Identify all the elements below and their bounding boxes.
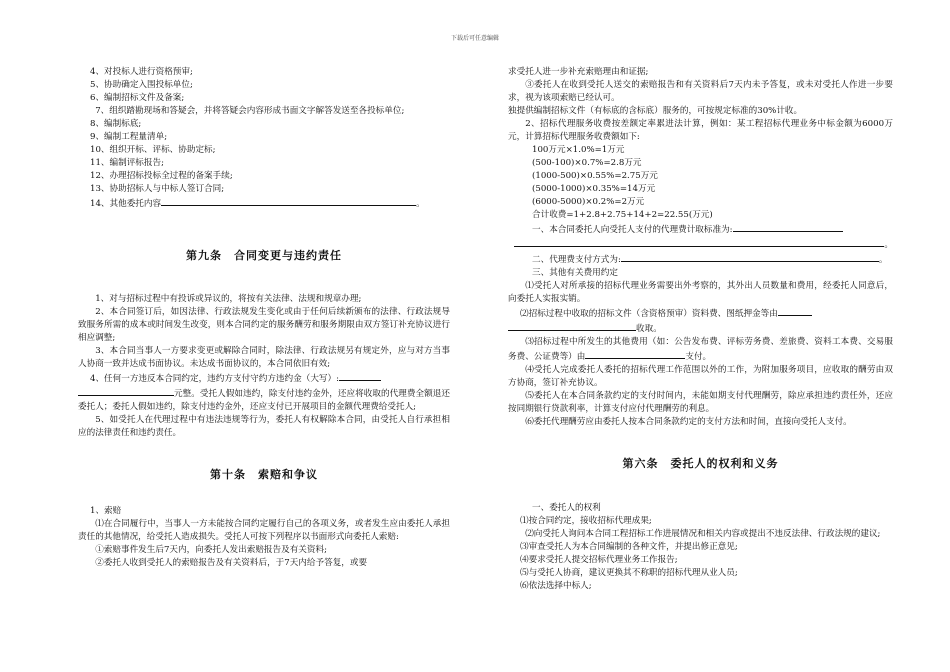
left-column: [78, 66, 450, 570]
list-item: 9、编制工程量清单;: [90, 132, 168, 142]
other-fee-clause-2-blank-2: [508, 321, 636, 331]
article-9-clause-3: 3、本合同当事人一方要求变更或解除合同时，除法律、行政法规另有规定外，应与对方当事人协商一致并达成书面协议。未达成书面协议的，本合同依旧有效;: [78, 346, 450, 369]
fee-paragraph: 2、招标代理服务收费按差额定率累进法计算，例如：某工程招标代理业务中标金额为6000万元，计算招标代理服务收费额如下:: [508, 119, 893, 142]
rights-item: ⑹依法选择中标人;: [520, 581, 592, 591]
article-9-clause-4-label: 4、任何一方违反本合同约定，违约方支付守约方违约金（大写）:: [90, 374, 339, 384]
other-fee-clause-5: ⑸委托人在本合同条款约定的支付时间内，未能如期支付代理酬劳，除应承担违约责任外，还应按同期银行贷款利率，计算支付应付代理酬劳的利息。: [508, 391, 893, 414]
fee-calc-line: (5000-1000)×0.35%=14万元: [532, 184, 656, 194]
article-6-title: 第六条 委托人的权利和义务: [622, 457, 779, 470]
article-9-clause-4-body: 元整。受托人假如违约，除支付违约金外，还应将收取的代理费全额退还委托人；委托人假如违约，除支付违约金外，还应支付已开展项目的金额代理费给受托人;: [78, 389, 450, 412]
other-content-label: 14、其他委托内容: [90, 199, 162, 209]
fee-calc-line: (6000-5000)×0.2%=2万元: [532, 197, 645, 207]
rights-item: ⑴按合同约定，接收招标代理成果;: [520, 516, 652, 526]
other-fee-clause-3-blank: [585, 349, 685, 359]
other-fee-clause-6: ⑹委托代理酬劳应由委托人按本合同条款约定的支付方法和时间，直接向受托人支付。: [525, 417, 852, 427]
penalty-amount-blank-2: [78, 386, 174, 396]
list-item-other: [78, 196, 450, 211]
article-9-clause-2: 2、本合同签订后，如因法律、行政法规发生变化或由于任何后续新颁布的法律、行政法规导致服务所需的成本或时间发生改变，则本合同约定的服务酬劳和服务期限由双方签订补充协议进行相应调整;: [78, 307, 450, 343]
fee-standard-end: 。: [884, 240, 893, 250]
article-10-title: 第十条 索赔和争议: [210, 468, 318, 481]
list-item: 12、办理招标投标全过程的备案手续;: [90, 171, 233, 181]
other-content-blank: [161, 196, 416, 206]
continued-text: ③委托人在收到受托人送交的索赔报告和有关资料后7天内未予答复，或未对受托人作进一步要求，视为该项索赔已经认可。: [508, 80, 893, 103]
fee-calc-line: 100万元×1.0%=1万元: [532, 145, 625, 155]
article-10-clause-1: ⑴在合同履行中，当事人一方未能按合同约定履行自己的各项义务，或者发生应由委托人承担责任的其他情况，给受托人造成损失。受托人可按下列程序以书面形式向委托人索赔:: [78, 519, 450, 542]
list-item: 7、组织踏勘现场和答疑会，并将答疑会内容形成书面文字解答发送至各投标单位;: [95, 106, 405, 116]
rights-item: ⑸与受托人协商，建议更换其不称职的招标代理从业人员;: [520, 568, 738, 578]
article-10-clause-3: ②委托人收到受托人的索赔报告及有关资料后，于7天内给予答复，或要: [95, 558, 368, 568]
other-fee-clause-2-blank: [778, 306, 812, 316]
article-10-clause-2: ①索赔事件发生后7天内，向委托人发出索赔报告及有关资料;: [95, 545, 327, 555]
right-column: [508, 66, 893, 593]
fee-standard-blank-2: [514, 237, 884, 247]
other-content-end: 。: [416, 199, 425, 209]
payment-method-blank: [621, 252, 879, 262]
watermark-text: 下载后可任意编辑: [450, 35, 499, 42]
rights-item: ⑵向受托人询问本合同工程招标工作进展情况和相关内容或提出不违反法律、行政法规的建议;: [525, 529, 881, 539]
article-9-clause-5: 5、如受托人在代理过程中有违法违规等行为，委托人有权解除本合同，由受托人自行承担相应的法律责任和违约责任。: [78, 415, 450, 438]
article-9-title: 第九条 合同变更与违约责任: [186, 249, 342, 262]
fee-calc-line: (1000-500)×0.55%=2.75万元: [532, 171, 658, 181]
list-item: 6、编制招标文件及备案;: [90, 93, 185, 103]
payment-method-label: 二、代理费支付方式为:: [532, 255, 621, 265]
other-fee-clause-2-end: 收取。: [636, 324, 662, 334]
article-9-clause-1: 1、对与招标过程中有投诉或异议的，将按有关法律、法规和规章办理;: [95, 294, 362, 304]
payment-method-end: 。: [878, 255, 888, 265]
other-fee-clause-1: ⑴受托人对所承接的招标代理业务需要出外考察的，其外出人员数量和费用，经委托人同意后，向委托人实报实销。: [508, 281, 893, 304]
fee-standard-blank: [733, 222, 843, 232]
fee-calc-line: (500-100)×0.7%=2.8万元: [532, 158, 642, 168]
penalty-amount-blank: [339, 371, 381, 381]
list-item: 5、协助确定入围投标单位;: [90, 80, 193, 90]
list-item: 8、编制标底;: [90, 119, 142, 129]
list-item: 4、对投标人进行资格预审;: [90, 67, 193, 77]
rights-item: ⑷要求受托人提交招标代理业务工作报告;: [520, 555, 678, 565]
other-fees-title: 三、其他有关费用约定: [532, 268, 618, 278]
continued-text: 独提供编制招标文件（有标底的含标底）服务的，可按规定标准的30%计收。: [508, 106, 803, 116]
list-item: 10、组织开标、评标、协助定标;: [90, 145, 216, 155]
list-item: 13、协助招标人与中标人签订合同;: [90, 184, 225, 194]
fee-calc-total: 合计收费=1+2.8+2.75+14+2=22.55(万元): [532, 210, 713, 220]
continued-text: 求受托人进一步补充索赔理由和证据;: [508, 67, 649, 77]
list-item: 11、编制评标报告;: [90, 158, 164, 168]
article-10-subtitle: 1、索赔: [90, 506, 122, 516]
fee-standard-label: 一、本合同委托人向受托人支付的代理费计取标准为:: [532, 225, 733, 235]
article-9-clause-4-head: [78, 371, 450, 386]
rights-title: 一、委托人的权利: [532, 503, 601, 513]
other-fee-clause-4: ⑷受托人完成委托人委托的招标代理工作范围以外的工作，为附加服务项目，应收取的酬劳由双方协商，签订补充协议。: [508, 365, 893, 388]
other-fee-clause-3: ⑶招标过程中所发生的其他费用（如：公告发布费、评标劳务费、差旅费、资料工本费、交易服务费、公证费等）由: [508, 337, 893, 362]
rights-item: ⑶审查受托人为本合同编制的各种文件，并提出修正意见;: [520, 542, 738, 552]
other-fee-clause-3-end: 支付。: [685, 352, 712, 362]
other-fee-clause-2: ⑵招标过程中收取的招标文件（含资格预审）资料费、图纸押金等由: [520, 309, 778, 319]
